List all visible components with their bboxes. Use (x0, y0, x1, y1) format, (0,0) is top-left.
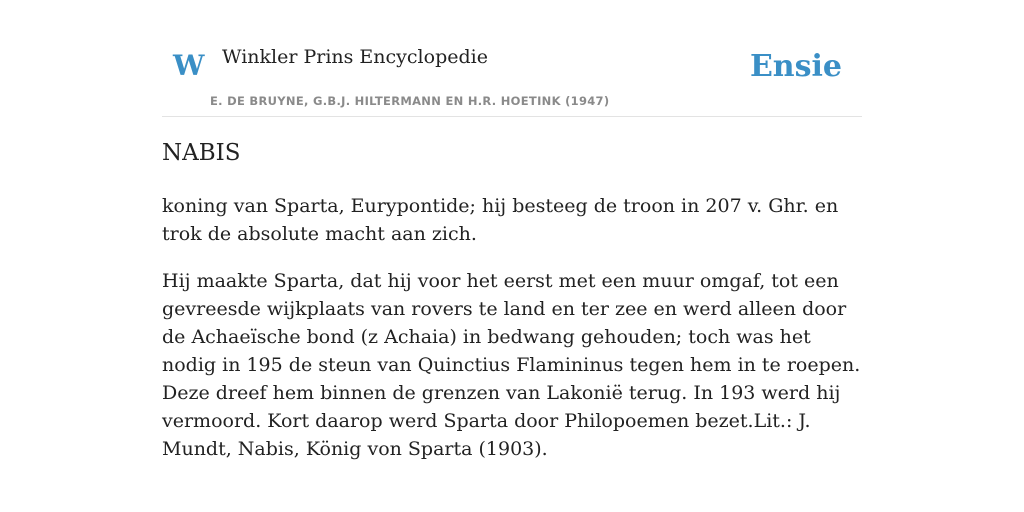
publication-logo[interactable]: W (173, 49, 205, 82)
entry-paragraph: Hij maakte Sparta, dat hij voor het eerst met een muur omgaf, tot een gevreesde wijkplaats van rovers te land en ter zee en werd alleen door de Achaeïsche bond (z Achaia) in bedwang gehouden; toch was het nodig in 195 de steun van Quinctius Flamininus tegen hem in te roepen. Deze dreef hem binnen de grenzen van Lakonië terug. In 193 werd hij vermoord. Kort daarop werd Sparta door Philopoemen bezet.Lit.: J. Mundt, Nabis, König von Sparta (1903). (162, 270, 861, 460)
publication-header (162, 0, 862, 117)
page-container (162, 0, 862, 460)
entry-title: NABIS (162, 140, 241, 166)
publication-title[interactable]: Winkler Prins Encyclopedie (222, 46, 488, 68)
entry-body (162, 192, 862, 482)
ensie-logo-link[interactable]: Ensie (749, 49, 842, 84)
entry-paragraph: koning van Sparta, Eurypontide; hij besteeg de troon in 207 v. Ghr. en trok de absolute macht aan zich. (162, 195, 839, 245)
publication-authors: E. DE BRUYNE, G.B.J. HILTERMANN EN H.R. HOETINK (1947) (210, 94, 610, 108)
